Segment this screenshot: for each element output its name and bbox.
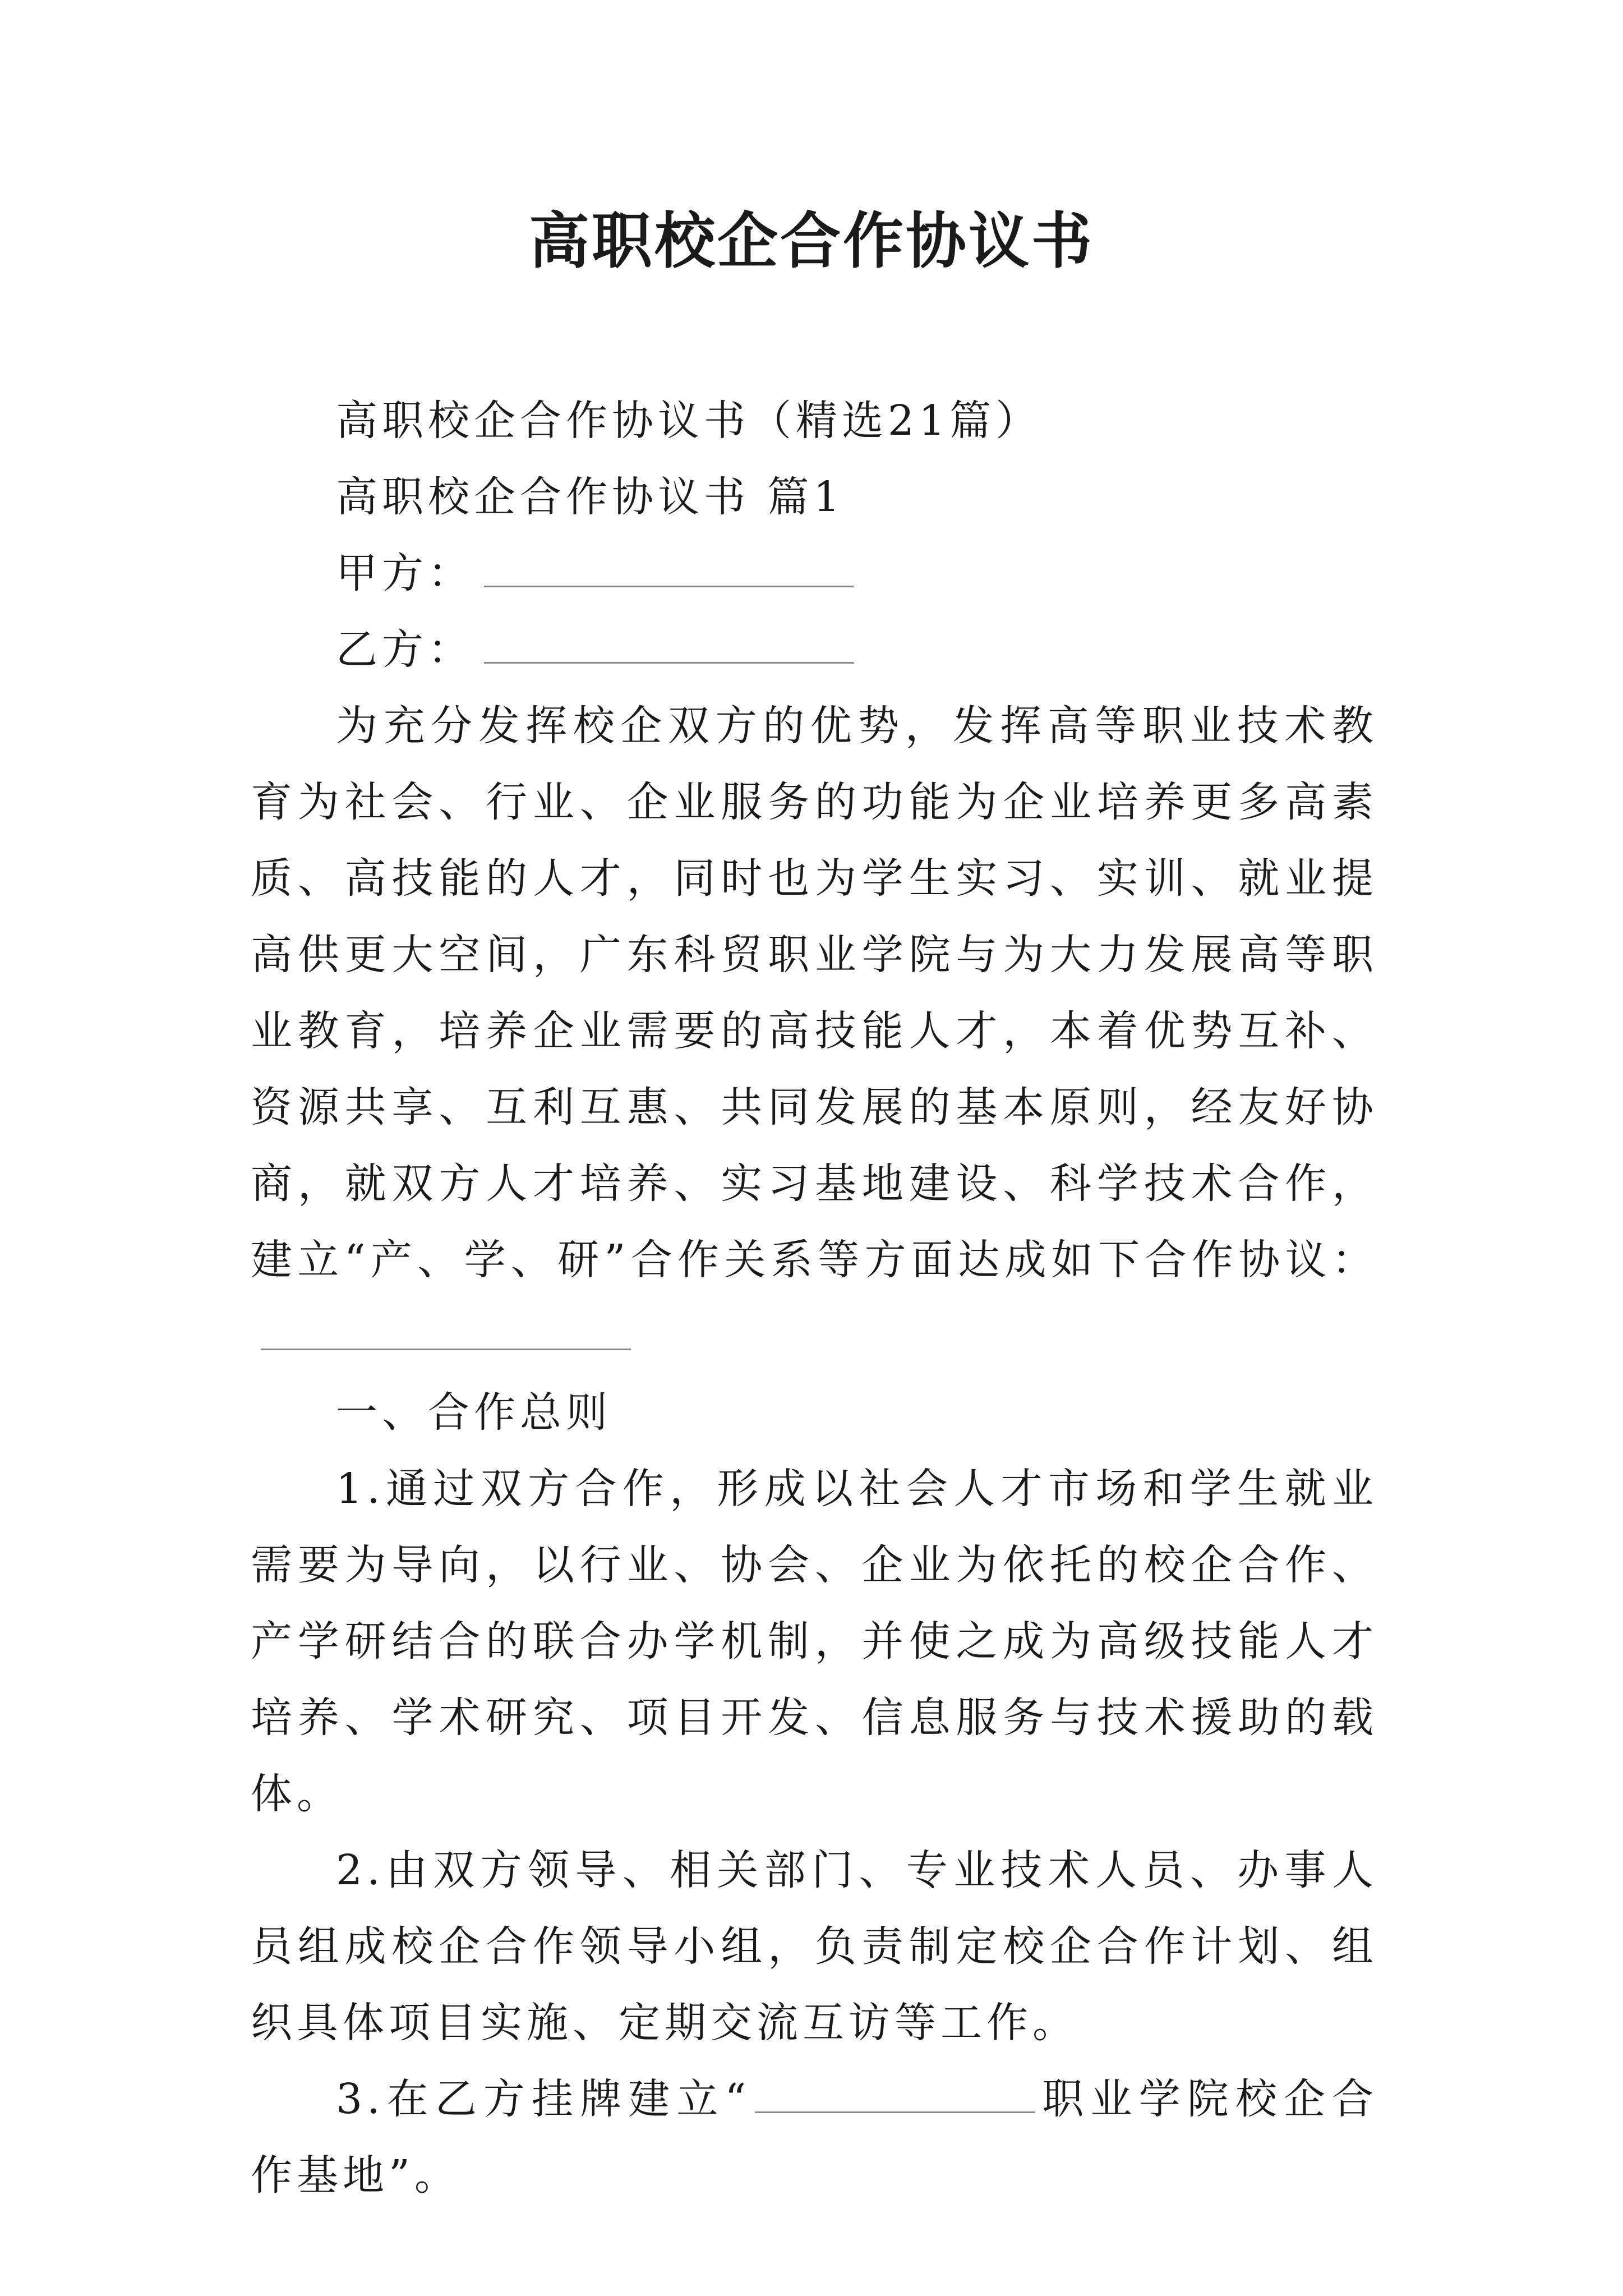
party-a-line [251, 535, 1378, 611]
clause-3 [251, 2061, 1378, 2214]
intro-text: 为充分发挥校企双方的优势，发挥高等职业技术教育为社会、行业、企业服务的功能为企业培养更多高素质、高技能的人才，同时也为学生实习、实训、就业提高供更大空间，广东科贸职业学院与为大力发展高等职业教育，培养企业需要的高技能人才，本着优势互补、资源共享、互利互惠、共同发展的基本原则，经友好协商，就双方人才培养、实习基地建设、科学技术合作，建立“产、学、研”合作关系等方面达成如下合作协议： [251, 702, 1378, 1284]
party-a-label: 甲方： [336, 549, 474, 597]
clause-3-blank [755, 2077, 1035, 2113]
party-b-label: 乙方： [336, 625, 474, 674]
clause-2 [251, 1832, 1378, 2061]
subtitle-line [251, 383, 1378, 459]
intro-blank [261, 1314, 631, 1350]
document-title: 高职校企合作协议书 [528, 206, 1094, 277]
party-a-blank [484, 551, 854, 587]
clause-3-text-before: 3.在乙方挂牌建立“ [336, 2075, 751, 2123]
chapter-one-text: 一、合作总则 [336, 1388, 612, 1437]
intro-paragraph [251, 688, 1378, 1374]
clause-2-text: 2.由双方领导、相关部门、专业技术人员、办事人员组成校企合作领导小组，负责制定校企合作计划、组织具体项目实施、定期交流互访等工作。 [251, 1846, 1378, 2047]
clause-3-text-after: 职业学院校企合作基地”。 [251, 2075, 1378, 2200]
party-b-line [251, 611, 1378, 688]
clause-1-text: 1.通过双方合作，形成以社会人才市场和学生就业需要为导向，以行业、协会、企业为依托的校企合作、产学研结合的联合办学机制，并使之成为高级技能人才培养、学术研究、项目开发、信息服务与技术援助的载体。 [251, 1465, 1378, 1818]
party-b-blank [484, 627, 854, 664]
section-heading-text: 高职校企合作协议书 篇1 [336, 473, 845, 521]
clause-1 [251, 1451, 1378, 1832]
section-heading [251, 459, 1378, 535]
document-body [251, 383, 1378, 2214]
chapter-one-heading [251, 1374, 1378, 1451]
subtitle-text: 高职校企合作协议书（精选21篇） [336, 397, 1042, 445]
